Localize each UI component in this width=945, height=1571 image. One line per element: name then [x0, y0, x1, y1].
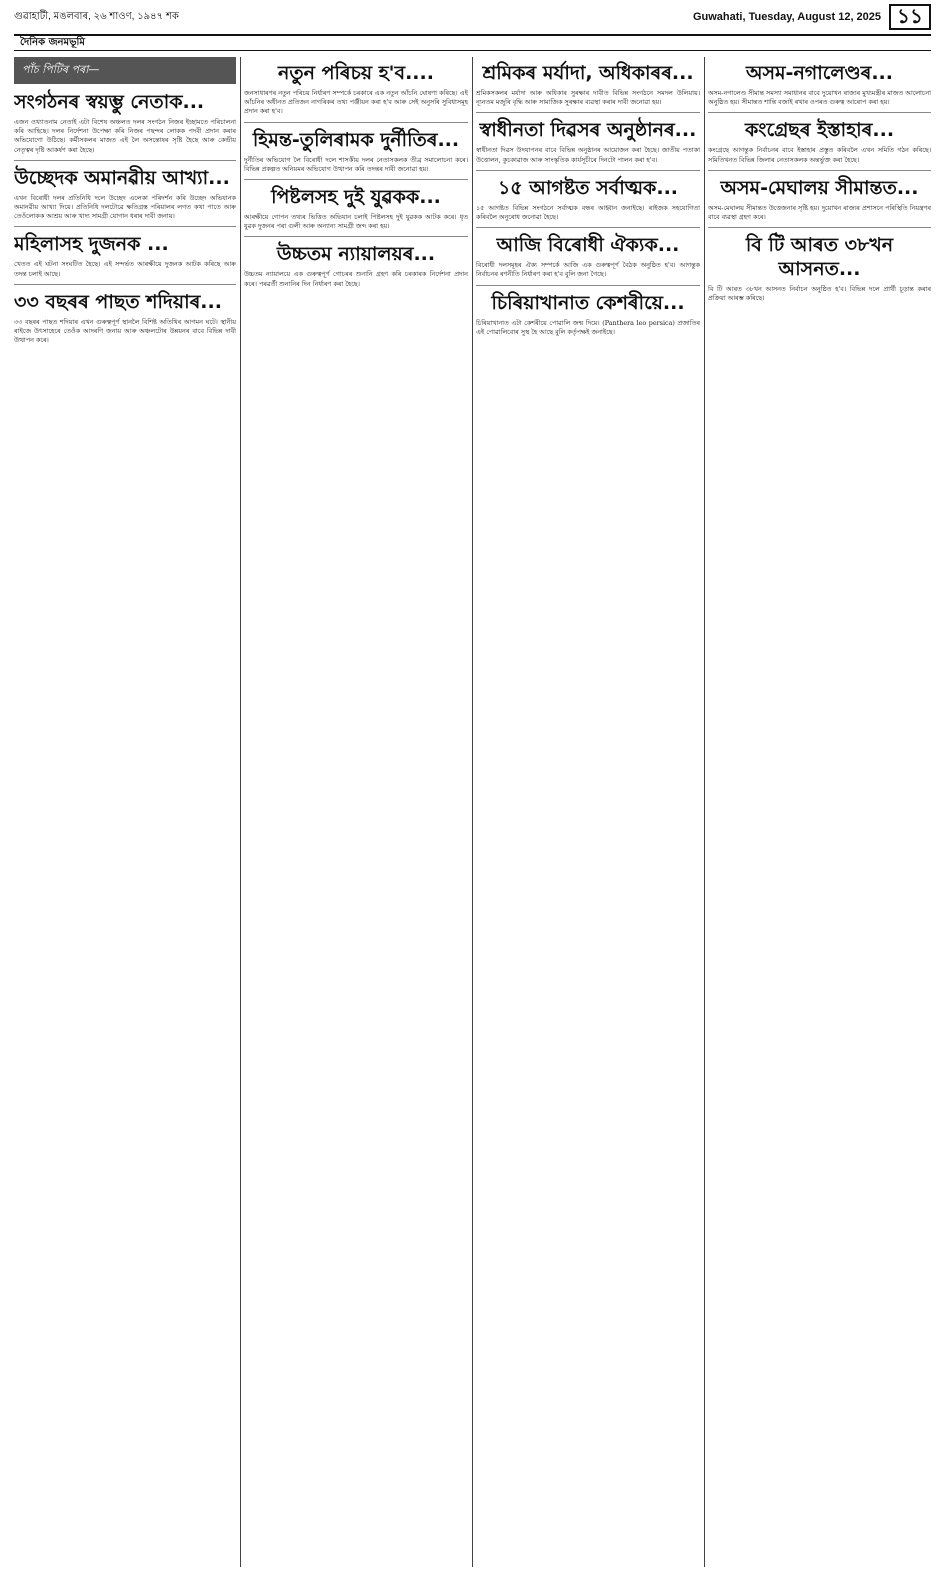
article-body: কংগ্ৰেছে আগন্তুক নিৰ্বাচনৰ বাবে ইস্তাহাৰ প্ৰস্তুত কৰিবলৈ এখন সমিতি গঠন কৰিছে। সমিতিখনত বিভিন্ন জিলাৰ নেতাসকলক অন্তৰ্ভুক্ত কৰা হৈছে।: [708, 146, 931, 164]
article-title: স্বাধীনতা দিৱসৰ অনুষ্ঠানৰ...: [479, 119, 697, 142]
article-title: পিষ্টলসহ দুই যুৱকক...: [271, 186, 441, 209]
column-4: [708, 57, 931, 1567]
article-body: চিৰিয়াখানাত এটা কেশৰীয়ে পোৱালি জন্ম দিয়ে। (Panthera leo persica) প্ৰজাতিৰ এই পোৱালিবোৰ সুস্থ হৈ আছে বুলি কৰ্তৃপক্ষই জনাইছে।: [476, 318, 700, 336]
article-body: ১৫ আগষ্টত বিভিন্ন সংগঠনে সৰ্বাত্মক বন্ধৰ আহ্বান জনাইছে। ৰাইজক সহযোগিতা কৰিবলৈ অনুৰোধ জনোৱা হৈছে।: [476, 203, 700, 222]
article-title: অসম-মেঘালয় সীমান্তত...: [720, 176, 919, 199]
article-title: উচ্ছেদক অমানৱীয় আখ্যা...: [14, 166, 230, 189]
article-body: এজন ওখ্যাতনাম নেতাই এটা বিশেষ অঞ্চলত দলৰ সংগঠন নিজৰ ইচ্ছামতে পৰিচালনা কৰি আহিছে। দলৰ নিৰ্দেশনা উপেক্ষা কৰি নিজৰ পছন্দৰ লোকক পদবী প্ৰদান কৰাৰ অভিযোগো উঠিছে। কৰ্মীসকলৰ মাজত এই লৈ অসন্তোষৰ সৃষ্টি হৈছে আৰু কেন্দ্ৰীয় নেতৃত্বৰ দৃষ্টি আকৰ্ষণ কৰা হৈছে।: [14, 118, 236, 154]
column-2: [244, 57, 468, 1567]
article-title: কংগ্ৰেছৰ ইস্তাহাৰ...: [744, 119, 895, 142]
article-body: এখন বিৰোধী দলৰ প্ৰতিনিধি দলে উচ্ছেদ এলেকা পৰিদৰ্শন কৰি উচ্ছেদ অভিযানক অমানৱীয় আখ্যা দিয়ে। প্ৰতিনিধি দলটোৱে ক্ষতিগ্ৰস্ত পৰিয়ালৰ লগত কথা পাতে আৰু তেওঁলোকক আশ্ৰয় আৰু খাদ্য সামগ্ৰী যোগান ধৰাৰ দাবী জনায়।: [14, 193, 236, 221]
article-title: বি টি আৰত ৩৮খন আসনত...: [745, 234, 894, 281]
article-body: বি টি আৰত ৩৮খন আসনত নিৰ্বাচন অনুষ্ঠিত হ'ব। বিভিন্ন দলে প্ৰাৰ্থী চূড়ান্ত কৰাৰ প্ৰক্ৰিয়া আৰম্ভ কৰিছে।: [708, 285, 931, 303]
article-title: সংগঠনৰ স্বয়ম্ভু নেতাক...: [14, 91, 205, 113]
date-right: Guwahati, Tuesday, August 12, 2025: [692, 11, 882, 23]
article-body: অসম-নগালেণ্ড সীমান্ত সমস্যা সমাধানৰ বাবে দুয়োখন ৰাজ্যৰ মুখ্যমন্ত্ৰীৰ মাজত আলোচনা অনুষ্ঠিত হয়। সীমান্তত শান্তি বজাই ৰখাৰ ওপৰত গুৰুত্ব আৰোপ কৰা হয়।: [708, 89, 931, 107]
masthead: [14, 34, 931, 51]
article-title: চিৰিয়াখানাত কেশৰীয়ে...: [491, 291, 685, 314]
article-body: ৩৩ বছৰৰ পাছত শদিয়াৰ এখন গুৰুত্বপূৰ্ণ স্থানলৈ বিশিষ্ট অতিথিৰ আগমন ঘটে। স্থানীয় ৰাইজে উৎসাহেৰে তেওঁক আদৰণি জনায় আৰু অঞ্চলটোৰ উন্নয়নৰ বাবে বিভিন্ন দাবী উত্থাপন কৰে।: [14, 317, 236, 345]
article-title: হিমন্ত-তুলিৰামক দুৰ্নীতিৰ...: [252, 128, 460, 151]
column-3: [476, 57, 700, 1567]
article-body: আৰক্ষীয়ে গোপন তথ্যৰ ভিত্তিত অভিযান চলাই পিষ্টলসহ দুই যুৱকক আটক কৰে। ধৃত যুৱক দুজনৰ পৰা গুলী আৰু অন্যান্য সামগ্ৰী জব্দ কৰা হয়।: [244, 213, 468, 231]
article-title: মহিলাসহ দুজনক ...: [14, 233, 169, 256]
article-body: শ্ৰমিকসকলৰ মৰ্যাদা আৰু অধিকাৰ সুৰক্ষাৰ দাবীত বিভিন্ন সংগঠনে সমদল উলিয়ায়। ন্যূনতম মজুৰি বৃদ্ধি আৰু সামাজিক সুৰক্ষাৰ ব্যৱস্থা কৰাৰ দাবী জনোৱা হয়।: [476, 89, 700, 107]
continued-from-kicker: পাঁচ পিটিৰ পৰা—: [14, 57, 236, 84]
date-left: গুৱাহাটী, মঙলবাৰ, ২৬ শাওণ, ১৯৪৭ শক: [14, 10, 179, 22]
article-body: স্বাধীনতা দিৱস উদযাপনৰ বাবে বিভিন্ন অনুষ্ঠানৰ আয়োজন কৰা হৈছে। জাতীয় পতাকা উত্তোলন, কুচকাৱাজ আৰু সাংস্কৃতিক কাৰ্যসূচীৰে দিনটো পালন কৰা হ'ব।: [476, 146, 700, 164]
masthead-title: দৈনিক জনমভূমি: [20, 36, 85, 48]
column-1: [14, 57, 236, 1567]
article-body: জনসাধাৰণৰ নতুন পৰিচয় নিৰ্ধাৰণ সম্পৰ্কে চৰকাৰে এক নতুন আঁচনি ঘোষণা কৰিছে। এই আঁচনিৰ অধীনত প্ৰতিজন নাগৰিকৰ তথ্য পঞ্জীয়ন কৰা হ'ব আৰু সেই অনুসৰি সুবিধাসমূহ প্ৰদান কৰা হ'ব।: [244, 89, 468, 116]
article-title: ৩৩ বছৰৰ পাছত শদিয়াৰ...: [14, 290, 222, 313]
article-body: অসম-মেঘালয় সীমান্তত উত্তেজনাৰ সৃষ্টি হয়। দুয়োখন ৰাজ্যৰ প্ৰশাসনে পৰিস্থিতি নিয়ন্ত্ৰণৰ বাবে ব্যৱস্থা গ্ৰহণ কৰে।: [708, 203, 931, 222]
article-title: আজি বিৰোধী ঐক্যক...: [496, 234, 680, 257]
page-number: ১১: [889, 4, 931, 30]
article-body: বিৰোধী দলসমূহৰ ঐক্য সম্পৰ্কে আজি এক গুৰুত্বপূৰ্ণ বৈঠক অনুষ্ঠিত হ'ব। আগন্তুক নিৰ্বাচনৰ ৰণনীতি নিৰ্ধাৰণ কৰা হ'ব বুলি জনা গৈছে।: [476, 261, 700, 279]
article-title: নতুন পৰিচয় হ'ব....: [278, 62, 434, 84]
columns: [14, 57, 931, 1567]
article-title: ১৫ আগষ্টত সৰ্বাত্মক...: [497, 176, 679, 199]
article-title: অসম-নগালেণ্ডৰ...: [746, 62, 893, 84]
article-title: শ্ৰমিকৰ মৰ্যাদা, অধিকাৰৰ...: [482, 62, 694, 84]
page-header: [14, 0, 931, 28]
article-title: উচ্চতম ন্যায়ালয়ৰ...: [276, 243, 436, 266]
article-body: দুৰ্নীতিৰ অভিযোগ লৈ বিৰোধী দলে শাসকীয় দলৰ নেতাসকলক তীব্ৰ সমালোচনা কৰে। বিভিন্ন প্ৰকল্পত অনিয়মৰ অভিযোগ উত্থাপন কৰি তদন্তৰ দাবী জনোৱা হয়।: [244, 155, 468, 173]
article-body: খেতত এই ঘটনা সংঘটিত হৈছে। এই সন্দৰ্ভত আৰক্ষীয়ে দুজনক আটক কৰিছে আৰু তদন্ত চলাই আছে।: [14, 260, 236, 278]
article-body: উচ্চতম ন্যায়ালয়ে এক গুৰুত্বপূৰ্ণ গোচৰৰ শুনানি গ্ৰহণ কৰি চৰকাৰক নিৰ্দেশনা প্ৰদান কৰে। পৰৱৰ্তী শুনানিৰ দিন নিৰ্ধাৰণ কৰা হৈছে।: [244, 270, 468, 288]
